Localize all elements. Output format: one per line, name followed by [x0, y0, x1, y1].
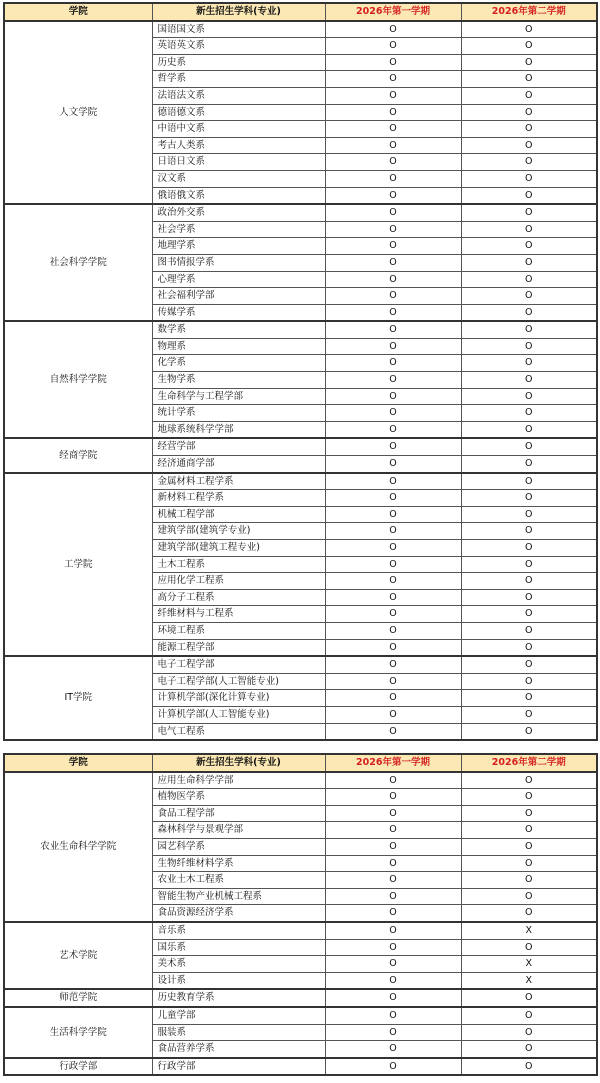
semester-2-mark: O: [461, 137, 597, 154]
major-cell: 金属材料工程学系: [152, 473, 325, 490]
major-cell: 行政学部: [152, 1058, 325, 1076]
college-cell: 社会科学学院: [4, 204, 152, 321]
semester-2-mark: O: [461, 38, 597, 55]
semester-1-mark: O: [325, 639, 461, 656]
semester-1-mark: O: [325, 956, 461, 973]
semester-2-mark: O: [461, 87, 597, 104]
header-row: [4, 754, 597, 772]
semester-2-mark: O: [461, 706, 597, 723]
semester-1-mark: O: [325, 822, 461, 839]
major-cell: 电子工程学部(人工智能专业): [152, 673, 325, 690]
semester-1-mark: O: [325, 304, 461, 321]
major-cell: 生命科学与工程学部: [152, 388, 325, 405]
semester-2-mark: O: [461, 388, 597, 405]
semester-1-mark: O: [325, 606, 461, 623]
table-row: [4, 922, 597, 939]
table-row: [4, 656, 597, 673]
semester-1-mark: O: [325, 905, 461, 922]
major-cell: 经营学部: [152, 438, 325, 455]
major-cell: 经济通商学部: [152, 456, 325, 473]
college-cell: 师范学院: [4, 989, 152, 1007]
header-college: 学院: [4, 3, 152, 21]
semester-1-mark: O: [325, 506, 461, 523]
table-row: [4, 21, 597, 38]
semester-1-mark: O: [325, 271, 461, 288]
major-cell: 服装系: [152, 1024, 325, 1041]
semester-1-mark: O: [325, 187, 461, 204]
semester-1-mark: O: [325, 137, 461, 154]
semester-2-mark: O: [461, 540, 597, 557]
semester-1-mark: O: [325, 121, 461, 138]
table-row: [4, 321, 597, 338]
major-cell: 环境工程系: [152, 622, 325, 639]
semester-1-mark: O: [325, 939, 461, 956]
semester-1-mark: O: [325, 254, 461, 271]
major-cell: 美术系: [152, 956, 325, 973]
major-cell: 物理系: [152, 338, 325, 355]
semester-1-mark: O: [325, 355, 461, 372]
semester-2-mark: O: [461, 1007, 597, 1024]
college-cell: 经商学院: [4, 438, 152, 472]
semester-1-mark: O: [325, 573, 461, 590]
header-college: 学院: [4, 754, 152, 772]
semester-1-mark: O: [325, 723, 461, 740]
semester-1-mark: O: [325, 838, 461, 855]
major-cell: 生物纤维材料学系: [152, 855, 325, 872]
semester-1-mark: O: [325, 872, 461, 889]
semester-1-mark: O: [325, 805, 461, 822]
semester-2-mark: O: [461, 304, 597, 321]
semester-1-mark: O: [325, 473, 461, 490]
semester-1-mark: O: [325, 71, 461, 88]
semester-1-mark: O: [325, 1058, 461, 1076]
major-cell: 食品工程学部: [152, 805, 325, 822]
semester-1-mark: O: [325, 338, 461, 355]
semester-1-mark: O: [325, 456, 461, 473]
semester-2-mark: O: [461, 238, 597, 255]
major-cell: 汉文系: [152, 170, 325, 187]
semester-1-mark: O: [325, 87, 461, 104]
semester-2-mark: O: [461, 573, 597, 590]
semester-2-mark: O: [461, 822, 597, 839]
major-cell: 机械工程学部: [152, 506, 325, 523]
college-cell: 行政学部: [4, 1058, 152, 1076]
semester-1-mark: O: [325, 622, 461, 639]
semester-2-mark: O: [461, 606, 597, 623]
semester-1-mark: O: [325, 421, 461, 438]
major-cell: 纤维材料与工程系: [152, 606, 325, 623]
table-row: [4, 989, 597, 1007]
major-cell: 生物学系: [152, 372, 325, 389]
table-row: [4, 204, 597, 221]
major-cell: 统计学系: [152, 405, 325, 422]
table-row: [4, 473, 597, 490]
semester-2-mark: O: [461, 271, 597, 288]
header-semester-2: 2026年第二学期: [461, 754, 597, 772]
header-semester-1: 2026年第一学期: [325, 754, 461, 772]
major-cell: 食品营养学系: [152, 1041, 325, 1058]
header-major: 新生招生学科(专业): [152, 754, 325, 772]
semester-2-mark: O: [461, 170, 597, 187]
semester-2-mark: O: [461, 506, 597, 523]
semester-1-mark: O: [325, 321, 461, 338]
college-cell: 生活科学学院: [4, 1007, 152, 1058]
semester-1-mark: O: [325, 490, 461, 507]
major-cell: 社会学系: [152, 221, 325, 238]
semester-1-mark: O: [325, 438, 461, 455]
semester-2-mark: X: [461, 972, 597, 989]
semester-2-mark: O: [461, 639, 597, 656]
college-cell: 自然科学学院: [4, 321, 152, 438]
major-cell: 中语中文系: [152, 121, 325, 138]
major-cell: 新材料工程学系: [152, 490, 325, 507]
major-cell: 音乐系: [152, 922, 325, 939]
semester-1-mark: O: [325, 204, 461, 221]
semester-1-mark: O: [325, 221, 461, 238]
semester-2-mark: O: [461, 888, 597, 905]
semester-2-mark: O: [461, 21, 597, 38]
semester-1-mark: O: [325, 989, 461, 1007]
semester-1-mark: O: [325, 540, 461, 557]
semester-2-mark: O: [461, 104, 597, 121]
semester-2-mark: O: [461, 71, 597, 88]
semester-2-mark: O: [461, 905, 597, 922]
semester-1-mark: O: [325, 104, 461, 121]
semester-2-mark: O: [461, 556, 597, 573]
major-cell: 俄语俄文系: [152, 187, 325, 204]
major-cell: 建筑学部(建筑工程专业): [152, 540, 325, 557]
major-cell: 电子工程学部: [152, 656, 325, 673]
major-cell: 土木工程系: [152, 556, 325, 573]
major-cell: 化学系: [152, 355, 325, 372]
semester-2-mark: O: [461, 772, 597, 789]
semester-1-mark: O: [325, 972, 461, 989]
semester-1-mark: O: [325, 789, 461, 806]
semester-2-mark: X: [461, 922, 597, 939]
semester-1-mark: O: [325, 21, 461, 38]
major-cell: 图书情报学系: [152, 254, 325, 271]
major-cell: 传媒学系: [152, 304, 325, 321]
college-cell: 人文学院: [4, 21, 152, 205]
table-row: [4, 1007, 597, 1024]
major-cell: 计算机学部(深化计算专业): [152, 690, 325, 707]
semester-2-mark: O: [461, 187, 597, 204]
semester-2-mark: O: [461, 204, 597, 221]
semester-2-mark: O: [461, 838, 597, 855]
semester-2-mark: O: [461, 405, 597, 422]
major-cell: 森林科学与景观学部: [152, 822, 325, 839]
semester-2-mark: O: [461, 1024, 597, 1041]
semester-1-mark: O: [325, 855, 461, 872]
semester-2-mark: O: [461, 221, 597, 238]
header-semester-1: 2026年第一学期: [325, 3, 461, 21]
major-cell: 农业土木工程系: [152, 872, 325, 889]
major-cell: 计算机学部(人工智能专业): [152, 706, 325, 723]
semester-2-mark: O: [461, 789, 597, 806]
semester-2-mark: O: [461, 254, 597, 271]
semester-2-mark: O: [461, 805, 597, 822]
semester-1-mark: O: [325, 589, 461, 606]
semester-2-mark: O: [461, 673, 597, 690]
semester-2-mark: O: [461, 456, 597, 473]
major-cell: 地理学系: [152, 238, 325, 255]
semester-1-mark: O: [325, 170, 461, 187]
semester-1-mark: O: [325, 38, 461, 55]
semester-1-mark: O: [325, 1041, 461, 1058]
semester-2-mark: O: [461, 690, 597, 707]
major-cell: 建筑学部(建筑学专业): [152, 523, 325, 540]
table-row: [4, 1058, 597, 1076]
table-row: [4, 438, 597, 455]
semester-1-mark: O: [325, 772, 461, 789]
semester-1-mark: O: [325, 690, 461, 707]
semester-2-mark: O: [461, 121, 597, 138]
major-cell: 历史教育学系: [152, 989, 325, 1007]
semester-2-mark: O: [461, 523, 597, 540]
semester-2-mark: O: [461, 338, 597, 355]
college-cell: 工学院: [4, 473, 152, 657]
major-cell: 应用化学工程系: [152, 573, 325, 590]
semester-2-mark: O: [461, 723, 597, 740]
semester-1-mark: O: [325, 154, 461, 171]
semester-2-mark: O: [461, 1058, 597, 1076]
semester-2-mark: O: [461, 939, 597, 956]
major-cell: 国语国文系: [152, 21, 325, 38]
header-semester-2: 2026年第二学期: [461, 3, 597, 21]
semester-2-mark: O: [461, 989, 597, 1007]
major-cell: 数学系: [152, 321, 325, 338]
semester-2-mark: O: [461, 490, 597, 507]
semester-2-mark: O: [461, 855, 597, 872]
semester-1-mark: O: [325, 238, 461, 255]
semester-1-mark: O: [325, 1024, 461, 1041]
semester-1-mark: O: [325, 523, 461, 540]
semester-2-mark: O: [461, 421, 597, 438]
semester-1-mark: O: [325, 372, 461, 389]
table-row: [4, 772, 597, 789]
semester-2-mark: O: [461, 473, 597, 490]
major-cell: 应用生命科学学部: [152, 772, 325, 789]
college-cell: IT学院: [4, 656, 152, 740]
semester-2-mark: O: [461, 372, 597, 389]
major-cell: 德语德文系: [152, 104, 325, 121]
header-major: 新生招生学科(专业): [152, 3, 325, 21]
semester-1-mark: O: [325, 1007, 461, 1024]
major-cell: 儿童学部: [152, 1007, 325, 1024]
college-cell: 农业生命科学学院: [4, 772, 152, 922]
major-cell: 法语法文系: [152, 87, 325, 104]
semester-1-mark: O: [325, 288, 461, 305]
semester-1-mark: O: [325, 405, 461, 422]
semester-2-mark: O: [461, 438, 597, 455]
major-cell: 电气工程系: [152, 723, 325, 740]
semester-1-mark: O: [325, 388, 461, 405]
major-cell: 植物医学系: [152, 789, 325, 806]
semester-2-mark: X: [461, 956, 597, 973]
major-cell: 高分子工程系: [152, 589, 325, 606]
major-cell: 考古人类系: [152, 137, 325, 154]
major-cell: 园艺科学系: [152, 838, 325, 855]
major-cell: 食品资源经济学系: [152, 905, 325, 922]
major-cell: 英语英文系: [152, 38, 325, 55]
major-cell: 设计系: [152, 972, 325, 989]
major-cell: 智能生物产业机械工程系: [152, 888, 325, 905]
semester-2-mark: O: [461, 355, 597, 372]
major-cell: 心理学系: [152, 271, 325, 288]
semester-1-mark: O: [325, 54, 461, 71]
semester-1-mark: O: [325, 888, 461, 905]
admissions-table-2: [3, 753, 598, 1076]
major-cell: 能源工程学部: [152, 639, 325, 656]
semester-1-mark: O: [325, 922, 461, 939]
major-cell: 历史系: [152, 54, 325, 71]
semester-2-mark: O: [461, 656, 597, 673]
semester-2-mark: O: [461, 321, 597, 338]
major-cell: 日语日文系: [152, 154, 325, 171]
semester-2-mark: O: [461, 872, 597, 889]
major-cell: 政治外交系: [152, 204, 325, 221]
semester-2-mark: O: [461, 154, 597, 171]
major-cell: 社会福利学部: [152, 288, 325, 305]
major-cell: 地球系统科学学部: [152, 421, 325, 438]
college-cell: 艺术学院: [4, 922, 152, 989]
semester-2-mark: O: [461, 54, 597, 71]
semester-2-mark: O: [461, 1041, 597, 1058]
semester-1-mark: O: [325, 706, 461, 723]
semester-2-mark: O: [461, 622, 597, 639]
header-row: [4, 3, 597, 21]
admissions-table-1: [3, 2, 598, 741]
semester-1-mark: O: [325, 673, 461, 690]
semester-1-mark: O: [325, 556, 461, 573]
semester-2-mark: O: [461, 288, 597, 305]
semester-1-mark: O: [325, 656, 461, 673]
major-cell: 哲学系: [152, 71, 325, 88]
semester-2-mark: O: [461, 589, 597, 606]
major-cell: 国乐系: [152, 939, 325, 956]
